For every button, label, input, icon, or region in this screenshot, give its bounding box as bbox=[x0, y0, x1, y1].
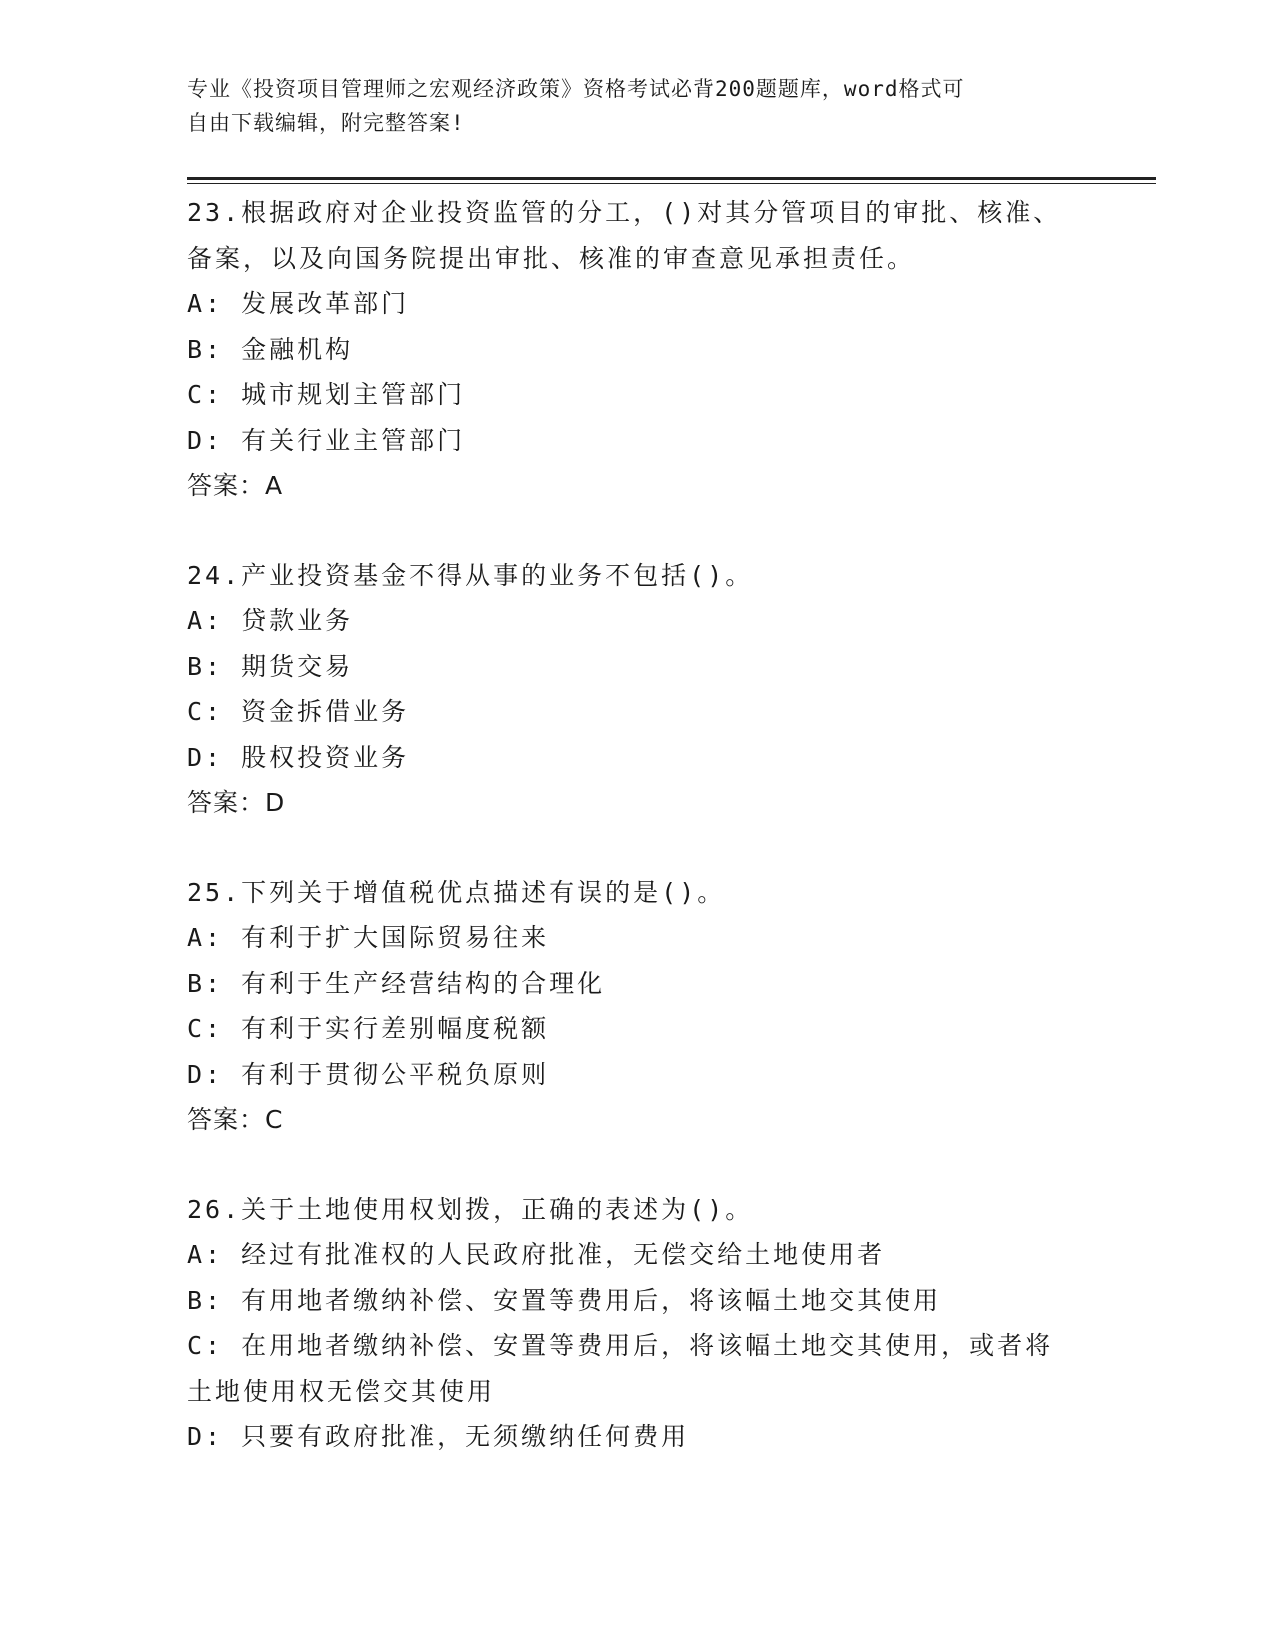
header-line-2: 自由下载编辑，附完整答案! bbox=[187, 111, 465, 135]
option-b: B: 金融机构 bbox=[187, 334, 354, 364]
option-c: C: 资金拆借业务 bbox=[187, 697, 410, 726]
question-text: 24.产业投资基金不得从事的业务不包括()。 bbox=[187, 560, 754, 590]
option-b: B: 有利于生产经营结构的合理化 bbox=[187, 968, 606, 998]
option-c: C: 城市规划主管部门 bbox=[187, 380, 466, 409]
question-25 bbox=[187, 870, 1087, 1143]
question-23 bbox=[187, 190, 1087, 509]
option-a: A: 有利于扩大国际贸易往来 bbox=[187, 923, 550, 952]
option-c: C: 在用地者缴纳补偿、安置等费用后，将该幅土地交其使用，或者将 bbox=[187, 1331, 1054, 1360]
option-a: A: 经过有批准权的人民政府批准，无偿交给土地使用者 bbox=[187, 1240, 886, 1269]
option-a: A: 贷款业务 bbox=[187, 606, 354, 635]
question-list bbox=[187, 190, 1087, 1460]
option-d: D: 只要有政府批准，无须缴纳任何费用 bbox=[187, 1422, 690, 1451]
option-d: D: 有关行业主管部门 bbox=[187, 425, 466, 455]
question-26 bbox=[187, 1187, 1087, 1460]
answer: 答案：C bbox=[187, 1105, 284, 1134]
option-a: A: 发展改革部门 bbox=[187, 289, 410, 318]
option-c: C: 有利于实行差别幅度税额 bbox=[187, 1014, 550, 1043]
question-text: 备案，以及向国务院提出审批、核准的审查意见承担责任。 bbox=[187, 243, 916, 273]
header-line-1: 专业《投资项目管理师之宏观经济政策》资格考试必背200题题库，word格式可 bbox=[187, 77, 965, 101]
header-divider-thin bbox=[187, 183, 1156, 184]
question-24 bbox=[187, 553, 1087, 826]
option-d: D: 股权投资业务 bbox=[187, 742, 410, 772]
header-divider-thick bbox=[187, 177, 1156, 180]
option-b: B: 期货交易 bbox=[187, 651, 354, 681]
question-text: 23.根据政府对企业投资监管的分工，()对其分管项目的审批、核准、 bbox=[187, 198, 1062, 227]
question-text: 26.关于土地使用权划拨，正确的表述为()。 bbox=[187, 1194, 754, 1224]
option-d: D: 有利于贯彻公平税负原则 bbox=[187, 1059, 550, 1089]
question-text: 25.下列关于增值税优点描述有误的是()。 bbox=[187, 877, 726, 907]
answer: 答案：A bbox=[187, 471, 284, 500]
document-header bbox=[187, 72, 1067, 140]
option-b: B: 有用地者缴纳补偿、安置等费用后，将该幅土地交其使用 bbox=[187, 1285, 942, 1315]
answer: 答案：D bbox=[187, 788, 286, 817]
option-c-continued: 土地使用权无偿交其使用 bbox=[187, 1376, 496, 1406]
